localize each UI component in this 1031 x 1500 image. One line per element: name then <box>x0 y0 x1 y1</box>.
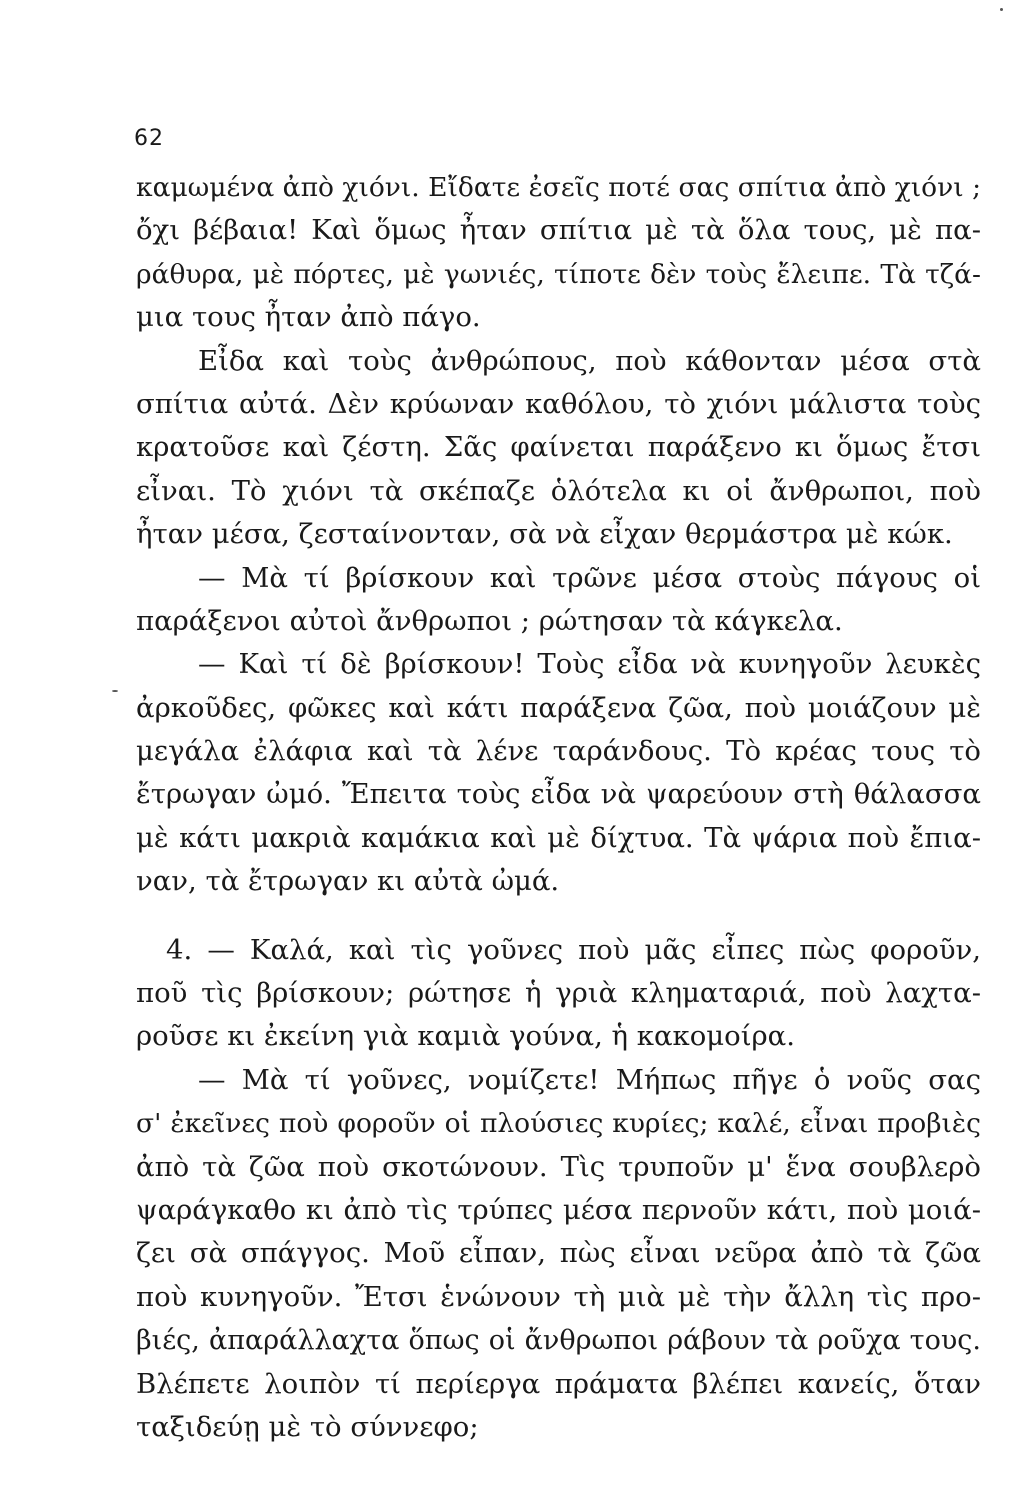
text-line: Βλέπετε λοιπὸν τί περίεργα πράματα βλέπει κανείς, ὅταν <box>136 1367 981 1400</box>
text-line: ἦταν μέσα, ζεσταίνονταν, σὰ νὰ εἶχαν θερμάστρα μὲ κώκ. <box>136 518 953 551</box>
section-gap <box>136 904 981 929</box>
text-line: — Μὰ τί βρίσκουν καὶ τρῶνε μέσα στοὺς πάγους οἱ <box>198 561 981 594</box>
text-line: 4. — Καλά, καὶ τὶς γοῦνες ποὺ μᾶς εἶπες πὼς φοροῦν, <box>166 933 981 966</box>
text-line: παράξενοι αὐτοὶ ἄνθρωποι ; ρώτησαν τὰ κάγκελα. <box>136 604 843 637</box>
text-line: καμωμένα ἀπὸ χιόνι. Εἴδατε ἐσεῖς ποτέ σας σπίτια ἀπὸ χιόνι ; <box>136 172 981 203</box>
text-line: ράθυρα, μὲ πόρτες, μὲ γωνιές, τίποτε δὲν τοὺς ἔλειπε. Τὰ τζά- <box>136 258 981 290</box>
text-line: κρατοῦσε καὶ ζέστη. Σᾶς φαίνεται παράξενο κι ὅμως ἔτσι <box>136 431 981 464</box>
text-line: ἀρκοῦδες, φῶκες καὶ κάτι παράξενα ζῶα, ποὺ μοιάζουν μὲ <box>136 691 981 724</box>
text-line: ναν, τὰ ἔτρωγαν κι αὐτὰ ὠμά. <box>136 865 560 898</box>
text-line: σ' ἐκεῖνες ποὺ φοροῦν οἱ πλούσιες κυρίες; καλέ, εἶναι προβιὲς <box>136 1108 981 1140</box>
text-line: μὲ κάτι μακριὰ καμάκια καὶ μὲ δίχτυα. Τὰ ψάρια ποὺ ἔπια- <box>136 821 981 854</box>
text-line: ὄχι βέβαια! Καὶ ὅμως ἦταν σπίτια μὲ τὰ ὅλα τους, μὲ πα- <box>136 214 981 247</box>
text-line: μια τους ἦταν ἀπὸ πάγο. <box>136 301 481 334</box>
body-text <box>136 166 981 1449</box>
text-line: βιές, ἀπαράλλαχτα ὅπως οἱ ἄνθρωποι ράβουν τὰ ροῦχα τους. <box>136 1325 981 1357</box>
text-line: — Καὶ τί δὲ βρίσκουν! Τοὺς εἶδα νὰ κυνηγοῦν λευκὲς <box>198 648 981 681</box>
page-number: 62 <box>134 126 164 151</box>
text-line: ἀπὸ τὰ ζῶα ποὺ σκοτώνουν. Τὶς τρυποῦν μ' ἕνα σουβλερὸ <box>136 1150 981 1183</box>
text-line: Εἶδα καὶ τοὺς ἀνθρώπους, ποὺ κάθονταν μέσα στὰ <box>198 344 981 377</box>
text-line: ψαράγκαθο κι ἀπὸ τὶς τρύπες μέσα περνοῦν κάτι, ποὺ μοιά- <box>136 1193 981 1226</box>
text-line: ζει σὰ σπάγγος. Μοῦ εἶπαν, πὼς εἶναι νεῦρα ἀπὸ τὰ ζῶα <box>136 1237 981 1270</box>
text-line: ποὺ κυνηγοῦν. Ἔτσι ἑνώνουν τὴ μιὰ μὲ τὴν ἄλλη τὶς προ- <box>136 1280 981 1313</box>
scan-speck <box>1000 8 1003 11</box>
text-line: ροῦσε κι ἐκείνη γιὰ καμιὰ γούνα, ἡ κακομοίρα. <box>136 1020 795 1053</box>
text-line: σπίτια αὐτά. Δὲν κρύωναν καθόλου, τὸ χιόνι μάλιστα τοὺς <box>136 387 981 420</box>
text-line: μεγάλα ἐλάφια καὶ τὰ λένε ταράνδους. Τὸ κρέας τους τὸ <box>136 735 981 768</box>
text-line: ποῦ τὶς βρίσκουν; ρώτησε ἡ γριὰ κληματαριά, ποὺ λαχτα- <box>136 977 981 1010</box>
text-line: ἔτρωγαν ὠμό. Ἔπειτα τοὺς εἶδα νὰ ψαρεύουν στὴ θάλασσα <box>136 778 981 811</box>
text-line: — Μὰ τί γοῦνες, νομίζετε! Μήπως πῆγε ὁ νοῦς σας <box>198 1063 981 1096</box>
text-line: ταξιδεύῃ μὲ τὸ σύννεφο; <box>136 1410 479 1443</box>
scan-speck <box>112 690 118 692</box>
text-line: εἶναι. Τὸ χιόνι τὰ σκέπαζε ὁλότελα κι οἱ ἄνθρωποι, ποὺ <box>136 474 981 507</box>
